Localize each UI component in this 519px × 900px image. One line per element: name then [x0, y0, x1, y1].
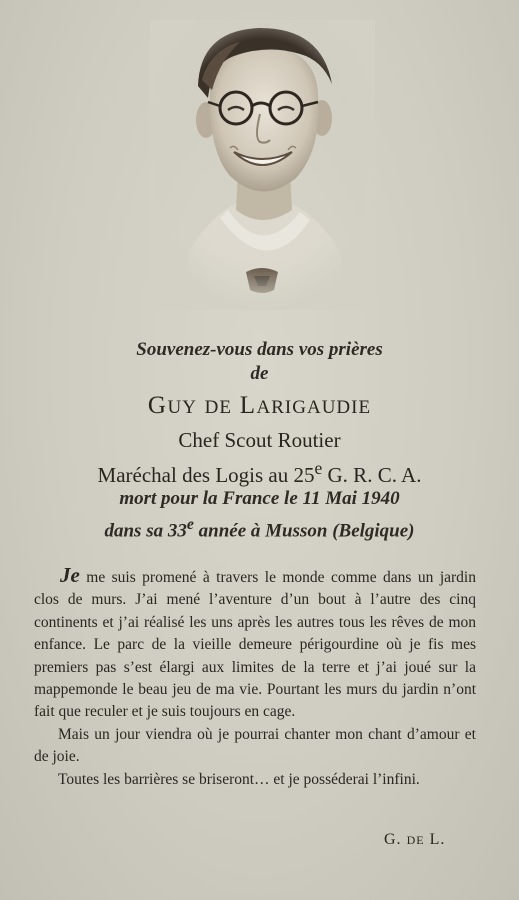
signature-particle: DE [406, 833, 425, 847]
portrait-photo [150, 20, 375, 310]
name-last-rest: ARIGAUDIE [256, 397, 372, 418]
title-rank-sup: e [314, 458, 323, 478]
quote-paragraph-2: Mais un jour viendra où je pourrai chanter mon chant d’amour et de joie. [34, 725, 476, 766]
death-date: mort pour la France le 11 Mai 1940 [119, 488, 400, 509]
signature-initial: G. [384, 831, 402, 848]
name-particle: DE [204, 397, 232, 418]
quote-paragraph-1-body: me suis promené à travers le monde comme dans un jardin clos de murs. J’ai mené l’aventure d’un bout à l’autre des cinq continents et j’ai réalisé les uns après les autres tous les rêves de mon enfance. Le parc de la vieille demeure périgourdine où je fis mes premiers pas s’est élargi aux limites de la terre et j’ai joué sur la mappemonde le beau jeu de ma vie. Pourtant les murs du jardin n’ont fait que reculer et je suis toujours en cage. [34, 569, 476, 721]
signature-last: L. [429, 831, 446, 848]
signature [384, 831, 445, 849]
quote-paragraph-3: Toutes les barrières se briseront… et je posséderai l’infini. [58, 770, 420, 788]
death-place [0, 512, 519, 544]
title-scout: Chef Scout Routier [178, 428, 341, 452]
title-rank [0, 454, 519, 489]
intro-de: de [250, 363, 269, 384]
title-rank-unit: G. R. C. A. [322, 463, 422, 487]
quote-paragraph-1 [34, 564, 476, 724]
death-location: année à Musson (Belgique) [193, 520, 415, 542]
death-block [0, 486, 519, 544]
death-age-sup: e [186, 516, 194, 533]
portrait-image [150, 20, 375, 310]
quote-text [34, 564, 476, 791]
intro-block [0, 338, 519, 386]
title-rank-text: Maréchal des Logis au 25 [97, 463, 315, 487]
death-age: dans sa 33 [104, 520, 187, 542]
intro-line: Souvenez-vous dans vos prières [136, 339, 383, 360]
titles-block [0, 426, 519, 489]
quote-initial: Je [60, 563, 80, 587]
name-first-initial: G [147, 392, 168, 419]
name-first-rest: UY [167, 397, 197, 418]
deceased-name [0, 392, 519, 420]
name-last-initial: L [239, 392, 257, 419]
